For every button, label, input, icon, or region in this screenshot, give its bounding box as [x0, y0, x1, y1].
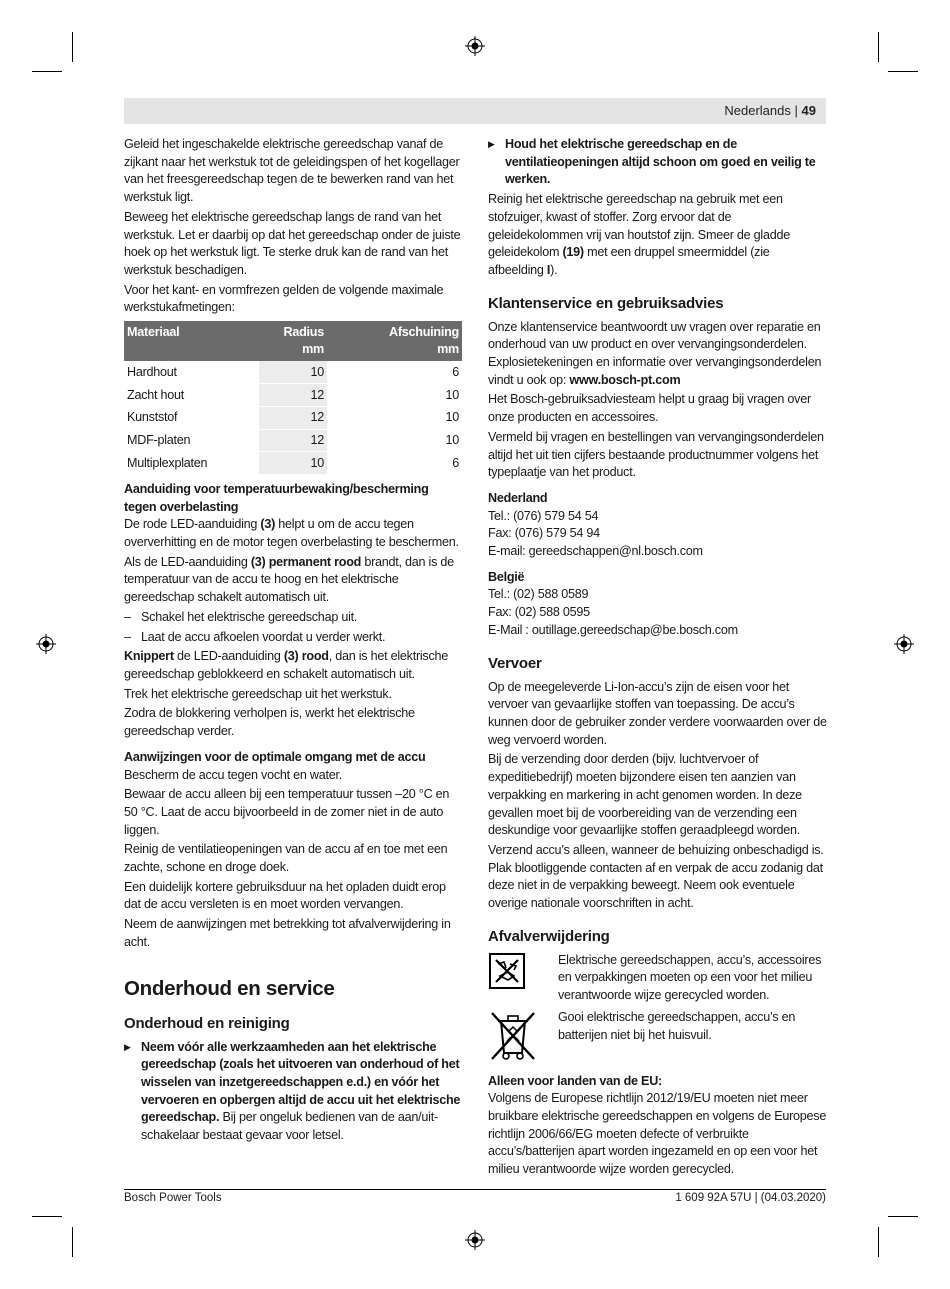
contact-email[interactable]: E-mail: gereedschappen@nl.bosch.com [488, 544, 703, 559]
paragraph: Trek het elektrische gereedschap uit het werkstuk. [124, 686, 392, 701]
disposal-text: Gooi elektrische gereedschappen, accu’s en batterijen niet bij het huisvuil. [558, 1009, 796, 1042]
header-language: Nederlands [724, 103, 791, 118]
cell-chamfer: 10 [327, 429, 462, 452]
header-radius: Radius mm [259, 321, 327, 361]
cell-radius: 12 [259, 429, 327, 452]
page-number: 49 [801, 103, 816, 118]
page-header [124, 98, 826, 124]
section-heading: Alleen voor landen van de EU: [488, 1073, 663, 1088]
right-column [488, 136, 828, 1181]
cell-radius: 12 [259, 384, 327, 407]
crop-mark [888, 71, 918, 72]
subsection-heading: Vervoer [488, 654, 542, 672]
paragraph: Als de LED-aanduiding (3) permanent rood brandt, dan is de temperatuur van de accu te hoog en het elektrische gereedschap schakelt automatisch uit. [124, 554, 454, 605]
crop-mark [32, 71, 62, 72]
paragraph: Bij de verzending door derden (bijv. luchtvervoer of expeditiebedrijf) moeten bijzondere eisen ten aanzien van verpakking en markering in acht genomen worden. In deze gevallen moet bij de voorbereiding van de verzending een deskundige voor gevaarlijke stoffen geraadpleegd worden. [488, 752, 802, 838]
subsection-heading: Klantenservice en gebruiksadvies [488, 294, 724, 312]
cell-radius: 10 [259, 452, 327, 475]
footer-rule [124, 1189, 826, 1190]
paragraph: De rode LED-aanduiding (3) helpt u om de accu tegen oververhitting en de motor tegen overbelasting te beschermen. [124, 517, 459, 550]
table-row [124, 406, 462, 429]
table-row [124, 452, 462, 475]
cell-chamfer: 10 [327, 406, 462, 429]
header-material: Materiaal [124, 321, 259, 361]
contact-line: Fax: (02) 588 0595 [488, 605, 590, 620]
table-header-row [124, 321, 462, 361]
section-heading: Aanduiding voor temperatuurbewaking/bescherming tegen overbelasting [124, 481, 429, 514]
safety-bullet: ▶ Neem vóór alle werkzaamheden aan het elektrische gereedschap (zoals het uitvoeren van onderhoud of het wisselen van inzetgereedschappen e.d.) en vóór het vervoeren en opbergen altijd de accu uit het elektrische gereedschap. Bij per ongeluk bedienen van de aan/uit-schakelaar bestaat gevaar voor letsel. [124, 1039, 464, 1145]
table-row [124, 429, 462, 452]
paragraph: Een duidelijk kortere gebruiksduur na het opladen duidt erop dat de accu versleten is en moet worden vervangen. [124, 879, 446, 912]
chapter-heading: Onderhoud en service [124, 976, 335, 1000]
table-row [124, 361, 462, 384]
contact-line: Tel.: (076) 579 54 54 [488, 508, 599, 523]
paragraph: Verzend accu’s alleen, wanneer de behuizing onbeschadigd is. Plak blootliggende contacten af en verpak de accu zodanig dat deze niet in de verpakking beweegt. Neem ook eventuele overige nationale voorschriften in acht. [488, 842, 824, 911]
recycle-tools-icon [488, 952, 526, 990]
footer-doc-number: 1 609 92A 57U | (04.03.2020) [675, 1192, 826, 1204]
cell-chamfer: 6 [327, 452, 462, 475]
table-row [124, 384, 462, 407]
cell-material: Hardhout [124, 361, 259, 384]
header-label [724, 103, 816, 118]
website-link[interactable]: www.bosch-pt.com [569, 372, 681, 387]
crop-mark [878, 32, 879, 62]
cell-chamfer: 6 [327, 361, 462, 384]
header-separator: | [794, 103, 798, 118]
crop-mark [888, 1216, 918, 1217]
country-heading: België [488, 569, 525, 584]
header-chamfer: Afschuining mm [327, 321, 462, 361]
paragraph: Zodra de blokkering verholpen is, werkt het elektrische gereedschap verder. [124, 706, 415, 739]
section-heading: Aanwijzingen voor de optimale omgang met de accu [124, 749, 426, 764]
paragraph: Vermeld bij vragen en bestellingen van vervangingsonderdelen altijd het uit tien cijfers bestaande productnummer volgens het typeplaatje van het product. [488, 429, 824, 480]
paragraph: Het Bosch-gebruiksadviesteam helpt u graag bij vragen over onze producten en accessoires. [488, 392, 811, 425]
contact-email[interactable]: E-Mail : outillage.gereedschap@be.bosch.com [488, 622, 738, 637]
paragraph: Reinig de ventilatieopeningen van de accu af en toe met een zachte, schone en droge doek. [124, 842, 448, 875]
paragraph: Neem de aanwijzingen met betrekking tot afvalverwijdering in acht. [124, 917, 451, 949]
registration-mark-icon [894, 634, 914, 654]
disposal-row [488, 1009, 828, 1067]
paragraph: Voor het kant- en vormfrezen gelden de volgende maximale werkstukafmetingen: [124, 282, 444, 315]
cell-radius: 10 [259, 361, 327, 384]
subsection-heading: Afvalverwijdering [488, 927, 610, 945]
safety-bullet: ▶ Houd het elektrische gereedschap en de ventilatieopeningen altijd schoon om goed en veilig te werken. [488, 136, 828, 189]
contact-line: Tel.: (02) 588 0589 [488, 587, 589, 602]
list-item: – Laat de accu afkoelen voordat u verder werkt. [124, 629, 464, 647]
paragraph: Op de meegeleverde Li-Ion-accu’s zijn de eisen voor het vervoer van gevaarlijke stoffen van toepassing. De accu’s kunnen door de gebruiker zonder verdere voorwaarden over de weg vervoerd worden. [488, 679, 827, 747]
registration-mark-icon [465, 1230, 485, 1250]
paragraph: Reinig het elektrische gereedschap na gebruik met een stofzuiger, kwast of stoffer. Zorg ervoor dat de geleidekolommen vrij van houtstof zijn. Smeer de gladde geleidekolom (19) met een druppel smeermiddel (zie afbeelding I). [488, 192, 790, 277]
cell-material: Multiplexplaten [124, 452, 259, 475]
paragraph: Volgens de Europese richtlijn 2012/19/EU moeten niet meer bruikbare elektrische gereedschappen en volgens de Europese richtlijn 2006/66/EG moeten defecte of verbruikte accu’s/batterijen apart worden ingezameld en op een voor het milieu verantwoorde wijze worden gerecycled. [488, 1091, 827, 1177]
paragraph: Bewaar de accu alleen bij een temperatuur tussen –20 °C en 50 °C. Laat de accu bijvoorbeeld in de zomer niet in de auto liggen. [124, 787, 450, 837]
paragraph: Bescherm de accu tegen vocht en water. [124, 767, 343, 782]
crop-mark [32, 1216, 62, 1217]
crop-mark [72, 1227, 73, 1257]
subsection-heading: Onderhoud en reiniging [124, 1014, 290, 1032]
footer-brand: Bosch Power Tools [124, 1192, 222, 1204]
crop-mark [878, 1227, 879, 1257]
dimensions-table [124, 321, 462, 475]
paragraph: Onze klantenservice beantwoordt uw vragen over reparatie en onderhoud van uw product en over vervangingsonderdelen. Explosietekeningen en informatie over vervangingsonderdelen vindt u ook op: www.bosch-pt.com [488, 319, 822, 387]
cell-material: Kunststof [124, 406, 259, 429]
crossed-bin-icon [488, 1009, 538, 1061]
crop-mark [72, 32, 73, 62]
list-item: – Schakel het elektrische gereedschap uit. [124, 609, 464, 627]
registration-mark-icon [465, 36, 485, 56]
cell-chamfer: 10 [327, 384, 462, 407]
cell-material: MDF-platen [124, 429, 259, 452]
contact-line: Fax: (076) 579 54 94 [488, 526, 600, 541]
paragraph: Geleid het ingeschakelde elektrische gereedschap vanaf de zijkant naar het werkstuk tot de geleidingspen of het kogellager van het freesgereedschap tegen de te bewerken rand van het werkstuk ligt. [124, 137, 460, 205]
registration-mark-icon [36, 634, 56, 654]
disposal-text: Elektrische gereedschappen, accu’s, accessoires en verpakkingen moeten op een voor het milieu verantwoorde wijze gerecycled worden. [558, 952, 822, 1003]
cell-radius: 12 [259, 406, 327, 429]
disposal-row [488, 952, 828, 1005]
left-column [124, 136, 464, 1147]
country-heading: Nederland [488, 490, 548, 505]
cell-material: Zacht hout [124, 384, 259, 407]
paragraph: Beweeg het elektrische gereedschap langs de rand van het werkstuk. Let er daarbij op dat het gereedschap onder de juiste hoek op het werkstuk ligt. Te sterke druk kan de rand van het werkstuk beschadigen. [124, 209, 461, 277]
paragraph: Knippert de LED-aanduiding (3) rood, dan is het elektrische gereedschap geblokkeerd en schakelt automatisch uit. [124, 649, 449, 681]
